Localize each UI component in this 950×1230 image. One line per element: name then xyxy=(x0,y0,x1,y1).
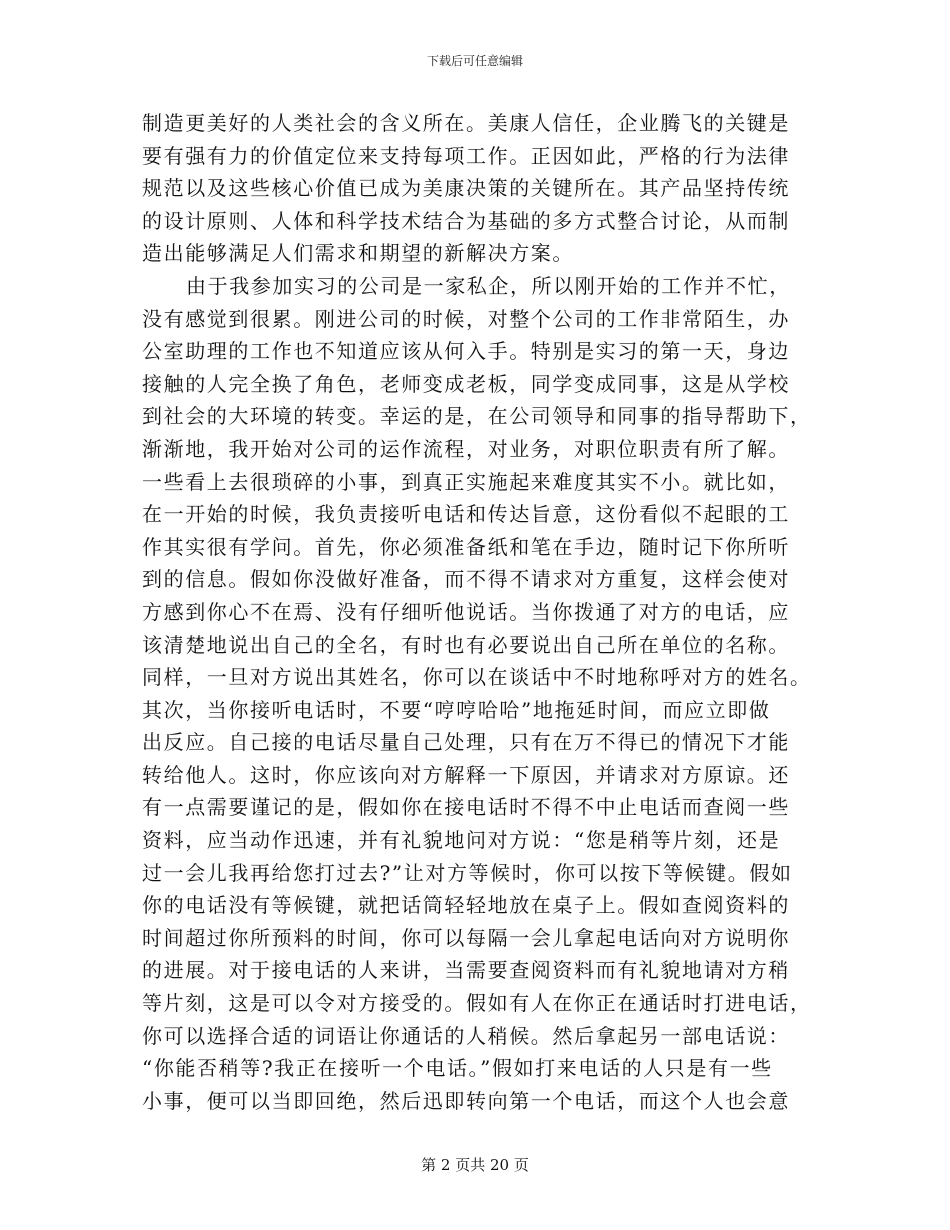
page-header: 下载后可任意编辑 xyxy=(426,54,523,68)
text-line: 该清楚地说出自己的全名，有时也有必要说出自己所在单位的名称。 xyxy=(142,632,790,657)
text-line: 你可以选择合适的词语让你通话的人稍候。然后拿起另一部电话说： xyxy=(142,1023,790,1048)
text-line: 制造更美好的人类社会的含义所在。美康人信任，企业腾飞的关键是 xyxy=(142,111,790,135)
text-line: 的进展。对于接电话的人来讲，当需要查阅资料而有礼貌地请对方稍 xyxy=(142,958,790,983)
text-line: 时间超过你所预料的时间，你可以每隔一会儿拿起电话向对方说明你 xyxy=(142,925,790,950)
paragraph-first-line: 由于我参加实习的公司是一家私企，所以刚开始的工作并不忙， xyxy=(186,273,791,298)
text-line: 同样，一旦对方说出其姓名，你可以在谈话中不时地称呼对方的姓名。 xyxy=(142,665,812,690)
text-line: 等片刻，这是可以令对方接受的。假如有人在你正在通话时打进电话， xyxy=(142,991,812,1016)
text-line: 资料，应当动作迅速，并有礼貌地问对方说：“您是稍等片刻，还是 xyxy=(142,828,781,853)
text-line: 其次，当你接听电话时，不要“哼哼哈哈”地拖延时间，而应立即做 xyxy=(142,697,771,722)
text-line: 一些看上去很琐碎的小事，到真正实施起来难度其实不小。就比如， xyxy=(142,469,790,494)
document-body xyxy=(142,107,812,1117)
text-line: 到的信息。假如你没做好准备，而不得不请求对方重复，这样会使对 xyxy=(142,567,790,592)
text-line: 没有感觉到很累。刚进公司的时候，对整个公司的工作非常陌生，办 xyxy=(142,306,790,331)
page-number: 第 2 页共 20 页 xyxy=(421,1156,529,1174)
text-line: 转给他人。这时，你应该向对方解释一下原因，并请求对方原谅。还 xyxy=(142,762,790,787)
text-line: 接触的人完全换了角色，老师变成老板，同学变成同事，这是从学校 xyxy=(142,371,790,396)
text-line: 作其实很有学问。首先，你必须准备纸和笔在手边，随时记下你所听 xyxy=(142,534,790,559)
text-line: 过一会儿我再给您打过去?”让对方等候时，你可以按下等候键。假如 xyxy=(142,860,793,885)
text-line: 小事，便可以当即回绝，然后迅即转向第一个电话，而这个人也会意 xyxy=(142,1088,790,1113)
text-line: 公室助理的工作也不知道应该从何入手。特别是实习的第一天，身边 xyxy=(142,339,790,364)
text-line: 规范以及这些核心价值已成为美康决策的关键所在。其产品坚持传统 xyxy=(142,176,790,201)
text-line: 要有强有力的价值定位来支持每项工作。正因如此，严格的行为法律 xyxy=(142,143,790,168)
text-line: “你能否稍等?我正在接听一个电话。”假如打来电话的人只是有一些 xyxy=(142,1056,773,1081)
text-line: 造出能够满足人们需求和期望的新解决方案。 xyxy=(142,241,574,266)
text-line: 在一开始的时候，我负责接听电话和传达旨意，这份看似不起眼的工 xyxy=(142,502,790,527)
text-line: 渐渐地，我开始对公司的运作流程，对业务，对职位职责有所了解。 xyxy=(142,436,790,461)
text-line: 到社会的大环境的转变。幸运的是，在公司领导和同事的指导帮助下， xyxy=(142,404,812,429)
text-line: 出反应。自己接的电话尽量自己处理，只有在万不得已的情况下才能 xyxy=(142,730,790,755)
text-line: 方感到你心不在焉、没有仔细听他说话。当你拨通了对方的电话，应 xyxy=(142,599,790,624)
text-line: 你的电话没有等候键，就把话筒轻轻地放在桌子上。假如查阅资料的 xyxy=(142,893,790,918)
text-line: 有一点需要谨记的是，假如你在接电话时不得不中止电话而查阅一些 xyxy=(142,795,790,820)
text-line: 的设计原则、人体和科学技术结合为基础的多方式整合讨论，从而制 xyxy=(142,208,790,233)
